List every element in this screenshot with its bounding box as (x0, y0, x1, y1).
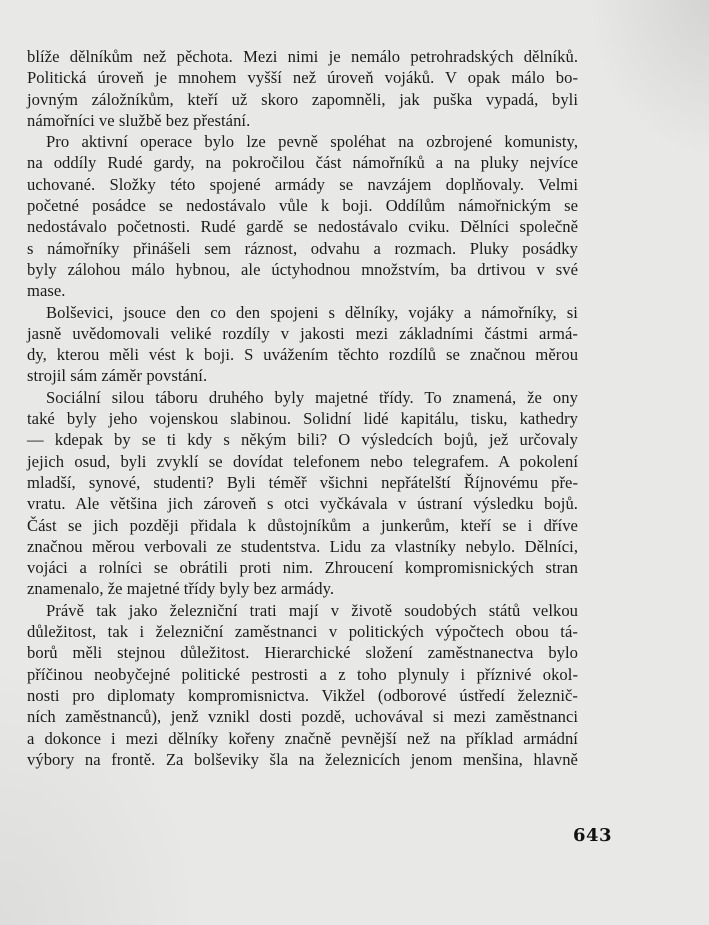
text-line: s námořníky přinášeli sem ráznost, odvahu a rozmach. Pluky posádky (27, 238, 578, 258)
text-line: značnou měrou verbovali ze studentstva. Lidu za vlastníky nebylo. Dělníci, (27, 536, 579, 556)
text-line: jejich osud, byli zvyklí se dovídat telefonem nebo telegrafem. A pokolení (27, 451, 578, 471)
text-line: a dokonce i mezi dělníky kořeny značně pevnější než na příklad armádní (27, 728, 578, 748)
text-line: blíže dělníkům než pěchota. Mezi nimi je nemálo petrohradských dělníků. (27, 47, 579, 66)
text-line: námořníci ve službě bez přestání. (27, 110, 251, 130)
text-line: Pro aktivní operace bylo lze pevně spoléhat na ozbrojené komunisty, (46, 132, 579, 152)
text-line: důležitost, tak i železniční zaměstnanci v politických výpočtech obou tá- (27, 622, 578, 642)
text-line: byly zálohou málo hybnou, ale úctyhodnou množstvím, ba drtivou v své (27, 259, 579, 279)
text-line: uchované. Složky této spojené armády se navzájem doplňovaly. Velmi (27, 174, 578, 194)
body-text (27, 46, 578, 770)
paragraph (27, 387, 578, 600)
text-line: borů měli stejnou důležitost. Hierarchické složení zaměstnanectva bylo (27, 643, 579, 663)
text-line: Bolševici, jsouce den co den spojeni s dělníky, vojáky a námořníky, si (46, 302, 578, 322)
text-line: dy, kterou měli vést k boji. S uvážením těchto rozdílů se značnou měrou (27, 345, 579, 365)
text-line: Sociální silou táboru druhého byly majetné třídy. To znamená, že ony (46, 387, 578, 407)
text-line: výbory na frontě. Za bolševiky šla na železnicích jenom menšina, hlavně (27, 749, 578, 769)
text-line: ních zaměstnanců), jenž vznikl dosti pozdě, uchovával si mezi zaměstnanci (27, 707, 579, 727)
text-line: na oddíly Rudé gardy, na pokročilou část námořníků a na pluky nejvíce (27, 153, 579, 173)
text-line: mase. (27, 281, 66, 301)
text-line: početné posádce se nedostávalo vůle k boji. Oddílům námořnickým se (27, 196, 579, 216)
text-line: vojáci a rolníci se obrátili proti nim. Zhroucení kompromisnických stran (27, 558, 579, 578)
text-line: jasně uvědomovali veliké rozdíly v jakosti mezi základními částmi armá- (27, 323, 578, 343)
text-line: strojil sám záměr povstání. (27, 366, 208, 386)
paragraph (27, 302, 578, 387)
text-line: — kdepak by se ti kdy s někým bili? O výsledcích bojů, jež určovaly (27, 430, 578, 450)
paragraph (27, 600, 578, 770)
paragraph (27, 131, 578, 301)
text-line: příčinou neobyčejné politické pestrosti a z toho plynuly i příznivé okol- (27, 664, 579, 684)
text-line: znamenalo, že majetné třídy byly bez armády. (27, 579, 335, 599)
page-number: 643 (573, 825, 613, 846)
text-line: Část se jich později přidala k důstojníkům a junkerům, kteří se i dříve (27, 515, 578, 535)
text-line: vratu. Ale většina jich zároveň s otci vyčkávala v ústraní výsledku bojů. (27, 494, 578, 514)
text-line: jovným záložníkům, kteří už skoro zapomněli, jak puška vypadá, byli (27, 89, 578, 109)
text-line: nedostávalo početnosti. Rudé gardě se nedostávalo cviku. Dělníci společně (27, 217, 578, 237)
text-line: Právě tak jako železniční trati mají v životě soudobých států velkou (46, 600, 579, 620)
text-line: nosti pro diplomaty kompromisnictva. Vikžel (odborové ústředí železnič- (27, 685, 578, 705)
text-line: také byly jeho vojenskou slabinou. Solidní lidé kapitálu, tisku, kathedry (27, 409, 579, 429)
paragraph (27, 46, 578, 131)
text-line: Politická úroveň je mnohem vyšší než úroveň vojáků. V opak málo bo- (27, 68, 579, 88)
text-line: mladší, synové, studenti? Byli téměř všichni nepřátelští Říjnovému pře- (27, 472, 579, 492)
